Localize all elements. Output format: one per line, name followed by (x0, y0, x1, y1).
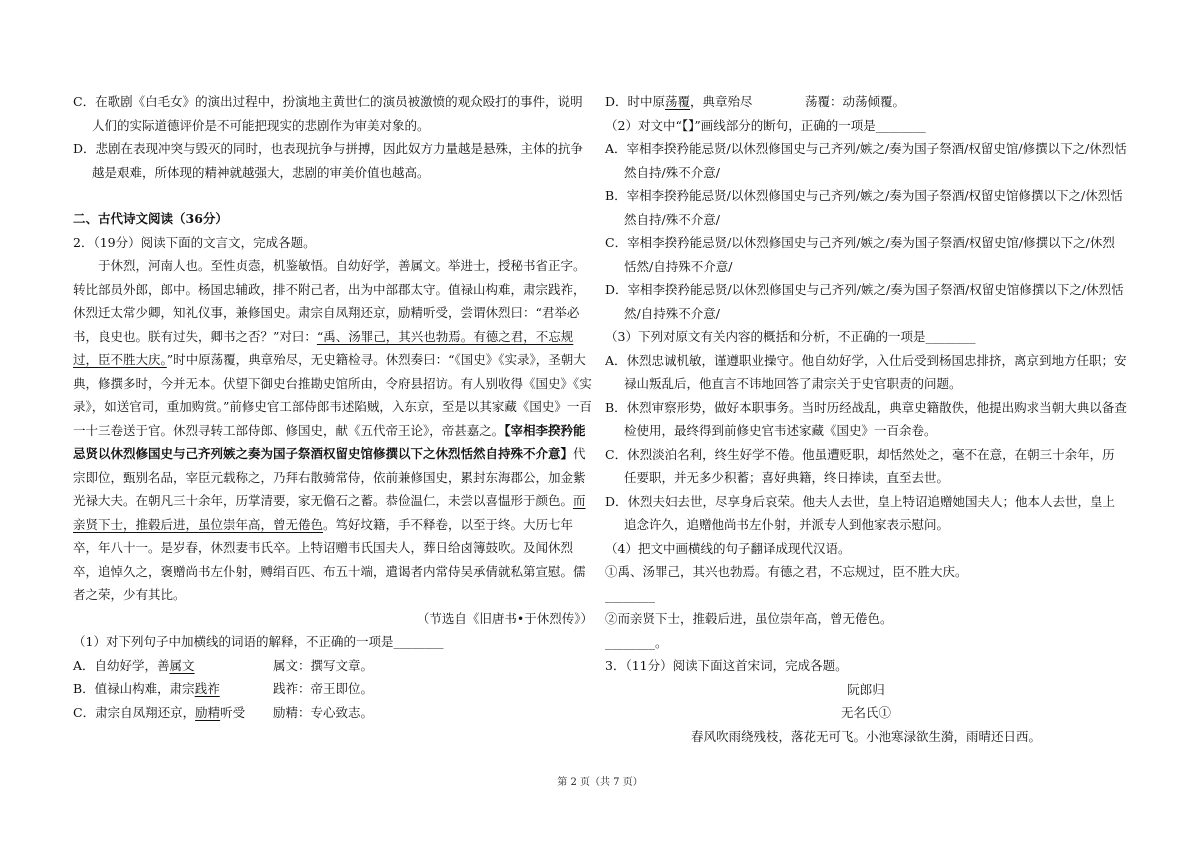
poem-line: 春风吹雨绕残枝，落花无可飞。小池寒渌欲生漪，雨晴还日西。 (690, 728, 1041, 744)
subquestion-4: （4）把文中画横线的句子翻译成现代汉语。 (605, 540, 851, 556)
classical-passage (73, 254, 593, 607)
sub2-option-a: A．宰相李揆矜能忌贤/以休烈修国史与己齐列/嫉之/奏为国子祭酒/权留史馆/修撰以下之/休烈恬然自持/殊不介意/ (605, 141, 1127, 180)
sub1-option-d-explanation: 荡覆：动荡倾覆。 (805, 94, 906, 109)
subquestion-3: （3）下列对原文有关内容的概括和分析，不正确的一项是________ (605, 329, 976, 344)
sub1-option-c-text: C．肃宗自凤翔还京，励精听受 (73, 704, 246, 720)
sub1-option-b-explanation: 践祚：帝王即位。 (273, 681, 374, 696)
underlined-sentence-2: 而亲贤下士，推毂后进，虽位崇年高，曾无倦色 (73, 493, 586, 532)
sub1-option-b (73, 677, 593, 701)
sub1-option-a-explanation: 属文：撰写文章。 (273, 657, 374, 673)
left-column (73, 90, 593, 724)
sub1-option-c-explanation: 励精：专心致志。 (273, 704, 374, 720)
option-d: D．悲剧在表现冲突与毁灭的同时，也表现抗争与拼搏，因此奴方力量越是悬殊，主体的抗争越是艰难，所体现的精神就越强大，悲剧的审美价值也越高。 (73, 141, 584, 180)
poem-title: 阮郎归 (847, 681, 885, 697)
sub3-option-a: A．休烈忠诚机敏，谨遵职业操守。他自幼好学，入仕后受到杨国忠排挤，离京到地方任职；安禄山叛乱后，他直言不讳地回答了肃宗关于史官职责的问题。 (605, 352, 1127, 391)
subquestion-2: （2）对文中“【】”画线部分的断句，正确的一项是________ (605, 117, 926, 133)
passage-part-3: 代宗即位，甄别名品，宰臣元载称之，乃拜右散骑常侍，依前兼修国史，累封东海郡公，加金紫光禄大夫。在朝凡三十余年，历掌清要，家无儋石之蓄。恭俭温仁，未尝以喜愠形于颜色。 (73, 446, 586, 508)
translate-sentence-1: ①禹、汤罪己，其兴也勃焉。有德之君，不忘规过，臣不胜大庆。 (605, 564, 968, 579)
option-c: C．在歌剧《白毛女》的演出过程中，扮演地主黄世仁的演员被激愤的观众殴打的事件，说明人们的实际道德评价是不可能把现实的悲剧作为审美对象的。 (73, 94, 583, 133)
sub2-option-b: B．宰相李揆矜能忌贤/以休烈修国史与己齐列/嫉之/奏为国子祭酒/权留史馆修撰以下之/休烈恬然自持/殊不介意/ (605, 188, 1123, 227)
sub3-option-c: C．休烈淡泊名利，终生好学不倦。他虽遭贬职，却恬然处之，毫不在意，在朝三十余年，历任要职，并无多少积蓄；喜好典籍，终日捧读，直至去世。 (605, 446, 1115, 485)
translate-sentence-2: ②而亲贤下士，推毂后进，虽位崇年高，曾无倦色。 (605, 611, 893, 626)
answer-blank-2: ________。 (605, 634, 668, 650)
question-3-heading: 3．（11分）阅读下面这首宋词，完成各题。 (605, 658, 848, 673)
question-2-heading: 2．（19分）阅读下面的文言文，完成各题。 (73, 234, 316, 250)
section-heading: 二、古代诗文阅读（36分） (73, 211, 228, 226)
poem-author: 无名氏① (840, 705, 891, 720)
sub1-option-b-text: B．值禄山构难，肃宗践祚 (73, 681, 220, 696)
passage-part-1: 于休烈，河南人也。至性贞悫，机鉴敏悟。自幼好学，善属文。举进士，授秘书省正字。转比部员外郎，郎中。杨国忠辅政，排不附己者，出为中部郡太守。值禄山构难，肃宗践祚，休烈迁太常少卿，知礼仪事，兼修国史。肃宗自凤翔还京，励精听受，尝谓休烈曰：“君举必书，良史也。朕有过失，卿书之否？”对曰： (73, 258, 586, 344)
answer-blank-1: ________ (605, 587, 655, 603)
bracketed-passage: 【宰相李揆矜能忌贤以休烈修国史与己齐列嫉之奏为国子祭酒权留史馆修撰以下之休烈恬然自持殊不介意】 (73, 422, 586, 461)
sub1-option-a (73, 654, 593, 678)
passage-part-2: ”时中原荡覆，典章殆尽，无史籍检寻。休烈奏曰：“《国史》《实录》，圣朝大典，修撰多时，今并无本。伏望下御史台推勘史馆所由，令府县招访。有人别收得《国史》《实录》，如送官司，重加购赏。”前修史官工部侍郎韦述陷贼，入东京，至是以其家藏《国史》一百一十三卷送于官。休烈寻转工部侍郎、修国史，献《五代帝王论》，帝甚嘉之。 (73, 352, 592, 438)
passage-source: （节选自《旧唐书•于休烈传》） (416, 610, 593, 626)
sub1-option-a-text: A．自幼好学，善属文 (73, 657, 195, 673)
passage-part-4: 。笃好坟籍，手不释卷，以至于终。大历七年卒，年八十一。是岁春，休烈妻韦氏卒。上特诏赠韦氏国夫人，葬日给卤簿鼓吹。及闻休烈卒，追悼久之，褒赠尚书左仆射，赙绢百匹、布五十端，遣谒者内常侍吴承倩就私第宣慰。儒者之荣，少有其比。 (73, 516, 586, 602)
subquestion-1: （1）对下列句子中加横线的词语的解释，不正确的一项是________ (73, 634, 444, 649)
sub3-option-b: B．休烈审察形势，做好本职事务。当时历经战乱，典章史籍散佚，他提出购求当朝大典以备查检使用，最终得到前修史官韦述家藏《国史》一百余卷。 (605, 399, 1127, 438)
sub1-option-c (73, 701, 593, 725)
sub1-option-d (605, 90, 1127, 114)
right-column (605, 90, 1127, 748)
sub2-option-c: C．宰相李揆矜能忌贤/以休烈修国史与己齐列/嫉之/奏为国子祭酒/权留史馆/修撰以下之/休烈恬然/自持殊不介意/ (605, 235, 1115, 274)
sub3-option-d: D．休烈夫妇去世，尽享身后哀荣。他夫人去世，皇上特诏追赠她国夫人；他本人去世，皇上追念许久，追赠他尚书左仆射，并派专人到他家表示慰问。 (605, 493, 1116, 532)
page-footer: 第 2 页（共 7 页） (557, 777, 643, 788)
underlined-sentence-1: “禹、汤罪己，其兴也勃焉。有德之君，不忘规过，臣不胜大庆。 (73, 328, 574, 367)
sub1-option-d-text: D．时中原荡覆，典章殆尽 (605, 94, 753, 109)
sub2-option-d: D．宰相李揆矜能忌贤/以休烈修国史与己齐列/嫉之/奏为国子祭酒/权留史馆修撰以下之/休烈恬然/自持殊不介意/ (605, 282, 1124, 321)
